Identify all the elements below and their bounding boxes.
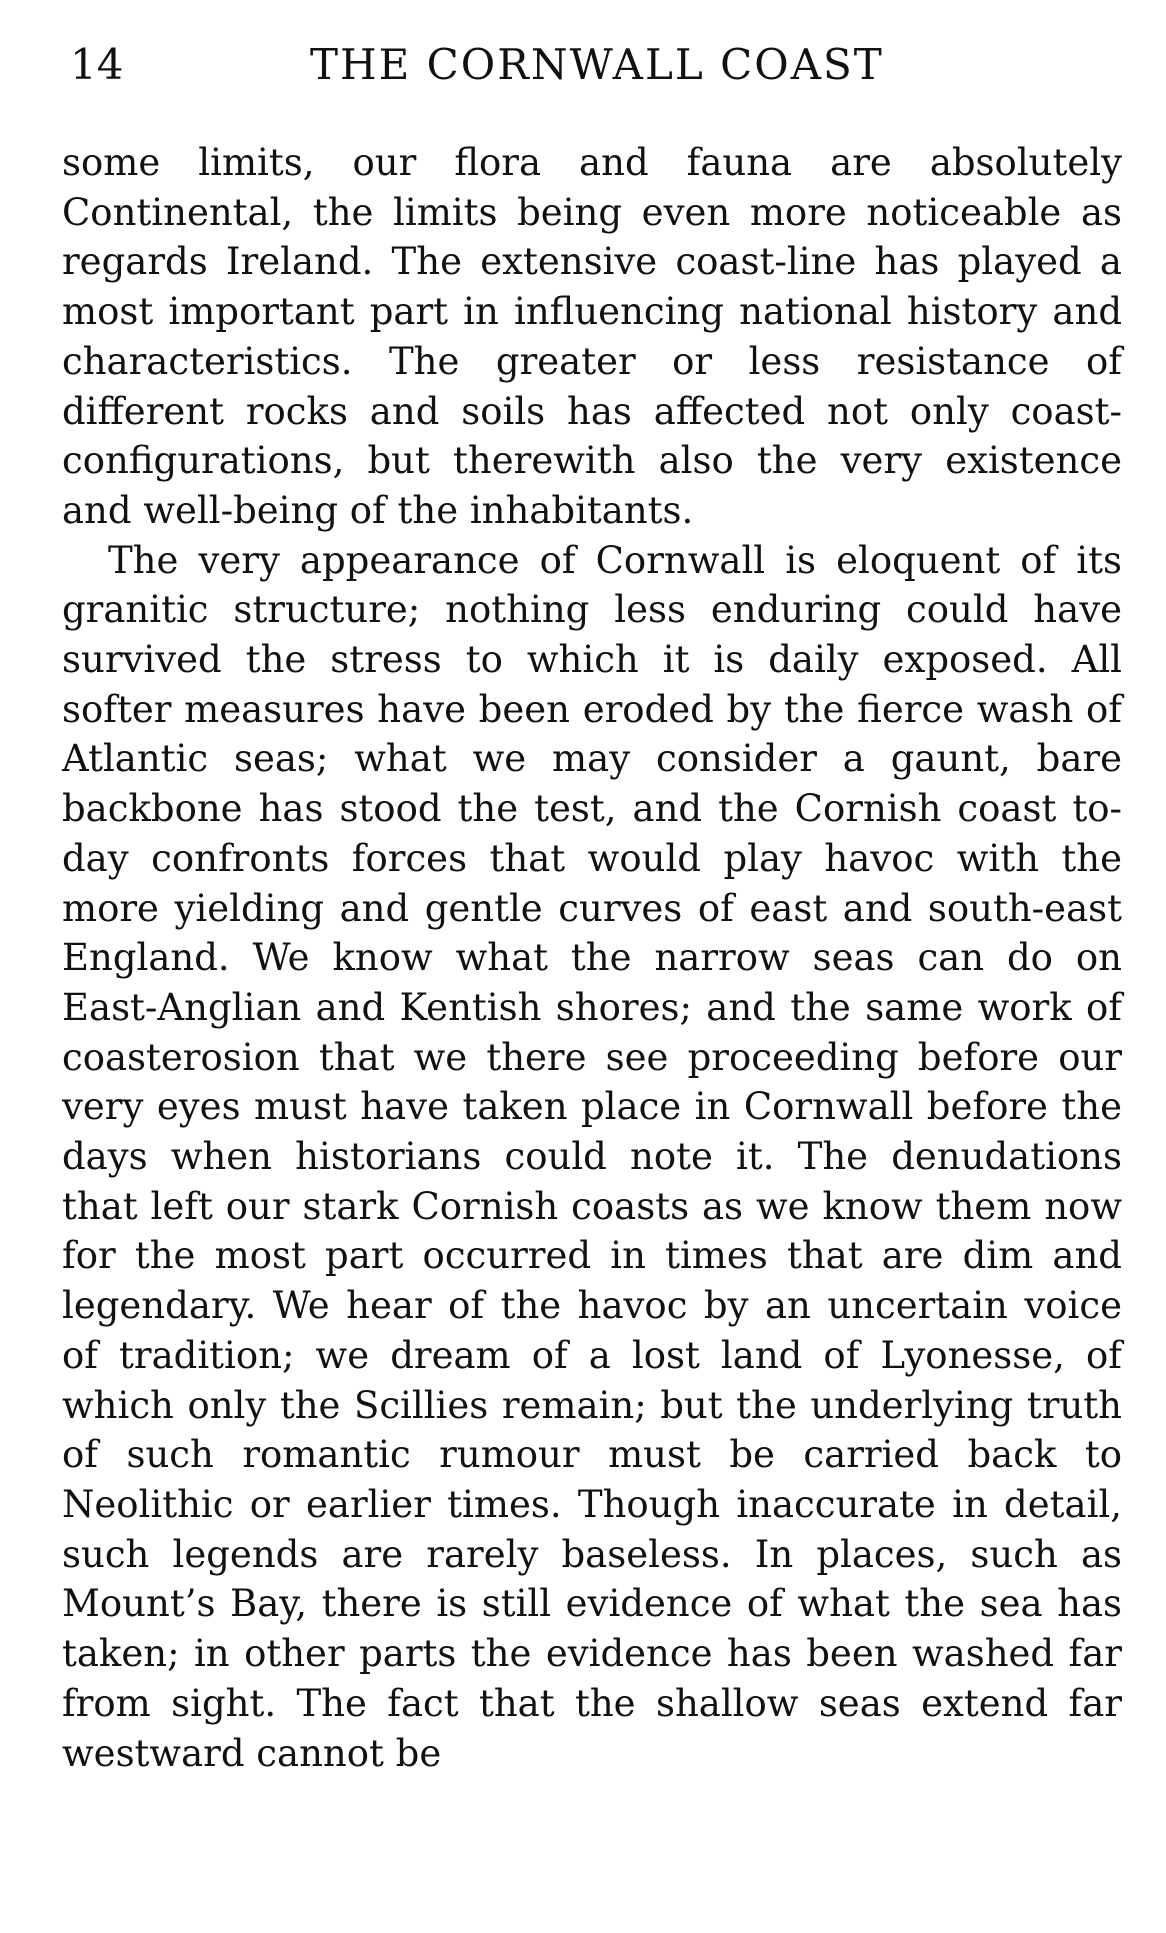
paragraph-cornwall-granite: The very appearance of Cornwall is eloquent of its granitic structure; nothing less enduring could have survived the stress to which it is daily exposed. All softer measures have been eroded by the fierce wash of Atlantic seas; what we may consider a gaunt, bare backbone has stood the test, and the Cornish coast to-day confronts forces that would play havoc with the more yielding and gentle curves of east and south-east England. We know what the narrow seas can do on East-Anglian and Kentish shores; and the same work of coasterosion that we there see proceeding before our very eyes must have taken place in Cornwall before the days when historians could note it. The denudations that left our stark Cornish coasts as we know them now for the most part occurred in times that are dim and legendary. We hear of the havoc by an uncertain voice of tradition; we dream of a lost land of Lyonesse, of which only the Scillies remain; but the underlying truth of such romantic rumour must be carried back to Neolithic or earlier times. Though inaccurate in detail, such legends are rarely baseless. In places, such as Mount’s Bay, there is still evidence of what the sea has taken; in other parts the evidence has been washed far from sight. The fact that the shallow seas extend far westward cannot be [62,538,1122,1775]
page-number: 14 [70,40,124,89]
running-title: THE CORNWALL COAST [310,40,884,89]
page-header [0,40,1166,90]
body-text [62,138,1122,1778]
paragraph-continued: some limits, our flora and fauna are absolutely Continental, the limits being even more noticeable as regards Ireland. The extensive coast-line has played a most important part in influencing national history and characteristics. The greater or less resistance of different rocks and soils has affected not only coast-configurations, but therewith also the very existence and well-being of the inhabitants. [62,141,1122,532]
